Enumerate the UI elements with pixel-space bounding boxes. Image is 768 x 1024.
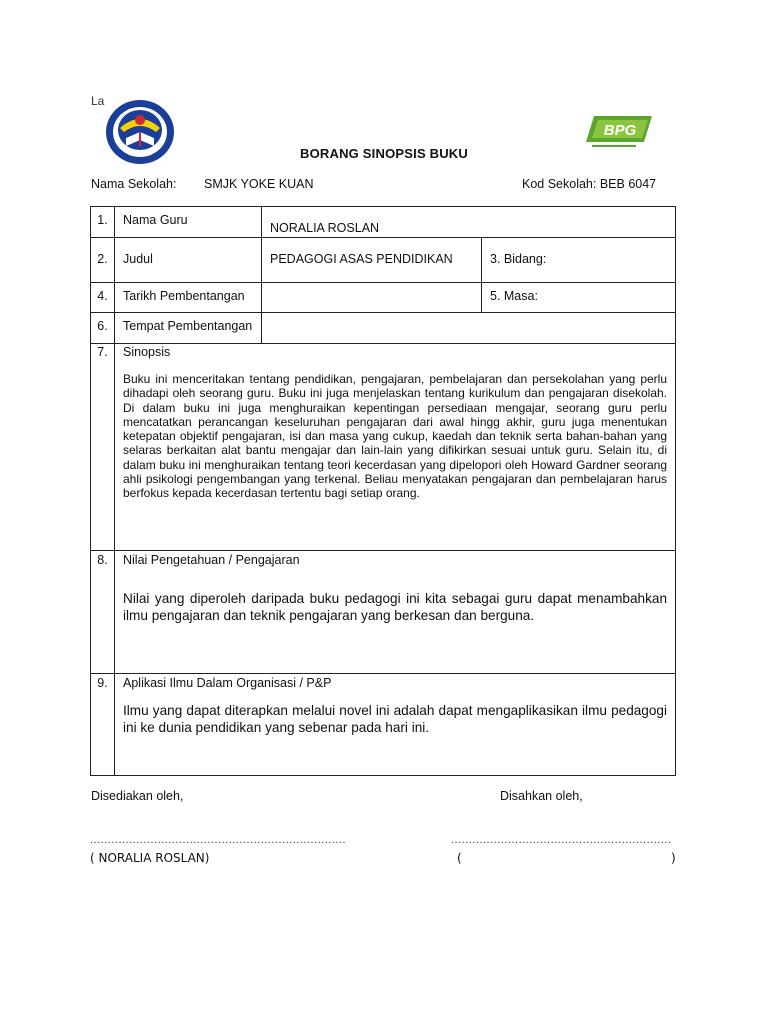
presentation-date-value xyxy=(262,283,482,313)
presentation-date-label: Tarikh Pembentangan xyxy=(115,283,262,313)
row-number: 4. xyxy=(91,283,115,313)
teacher-name-label: Nama Guru xyxy=(115,207,262,238)
form-title: BORANG SINOPSIS BUKU xyxy=(300,146,468,161)
approved-name-open: ( xyxy=(457,851,462,865)
school-code xyxy=(522,177,656,191)
school-code-label: Kod Sekolah: xyxy=(522,177,597,191)
row-number: 9. xyxy=(91,674,115,776)
row-number: 1. xyxy=(91,207,115,238)
synopsis-form-table xyxy=(90,206,676,776)
table-row xyxy=(91,283,676,313)
table-row xyxy=(91,674,676,776)
school-name-label: Nama Sekolah: xyxy=(91,177,177,191)
approved-by-label: Disahkan oleh, xyxy=(500,789,583,803)
row-number: 8. xyxy=(91,551,115,674)
prepared-by-name: ( NORALIA ROSLAN) xyxy=(90,851,210,865)
field-label: 3. Bidang: xyxy=(482,238,676,283)
synopsis-label: Sinopsis xyxy=(123,345,171,359)
book-title-value: PEDAGOGI ASAS PENDIDIKAN xyxy=(262,238,482,283)
table-row xyxy=(91,207,676,238)
school-name-value: SMJK YOKE KUAN xyxy=(204,177,314,191)
application-text: Ilmu yang dapat diterapkan melalui novel ini adalah dapat mengaplikasikan ilmu pedagogi ini ke dunia pendidikan yang sebenar pada hari ini. xyxy=(123,703,668,735)
approved-name-close: ) xyxy=(671,851,676,865)
presentation-place-value xyxy=(262,313,676,344)
table-row xyxy=(91,344,676,551)
corner-label: La xyxy=(91,94,105,108)
approved-signature-line: .............................................................. xyxy=(451,834,672,846)
time-label: 5. Masa: xyxy=(482,283,676,313)
school-code-value: BEB 6047 xyxy=(599,177,657,191)
row-number: 2. xyxy=(91,238,115,283)
table-row xyxy=(91,551,676,674)
table-row xyxy=(91,238,676,283)
row-number: 7. xyxy=(91,344,115,551)
prepared-signature-line: ........................................................................ xyxy=(90,834,347,846)
teacher-name-value: NORALIA ROSLAN xyxy=(262,207,676,238)
synopsis-text: Buku ini menceritakan tentang pendidikan, pengajaran, pembelajaran dan persekolahan yang perlu dihadapi oleh seorang guru. Buku ini juga menjelaskan tentang kurikulum dan pengajaran disekolah. Di dalam buku ini juga menghuraikan kepentingan persediaan mengajar, seorang guru perlu mencatatkan perancangan keseluruhan pengajaran dari awal hingg akhir, guru juga menentukan ketepatan objektif pengajaran, isi dan masa yang cukup, kaedah dan teknik serta bahan-bahan yang selaras berkaitan alat bantu mengajar dan lain-lain yang difikirkan sesuai untuk guru. Selain itu, di dalam buku ini menghuraikan tentang teori kecerdasan yang dipelopori oleh Howard Gardner seorang ahli psikologi pengembangan yang terkenal. Beliau menyatakan pengajaran dan pembelajaran harus berfokus kepada kecerdasan tertentu bagi setiap orang. xyxy=(123,372,668,501)
row-number: 6. xyxy=(91,313,115,344)
book-title-label: Judul xyxy=(115,238,262,283)
application-label: Aplikasi Ilmu Dalam Organisasi / P&P xyxy=(123,676,332,690)
bpg-logo-text: BPG xyxy=(603,122,637,139)
knowledge-value-label: Nilai Pengetahuan / Pengajaran xyxy=(123,553,300,567)
presentation-place-label: Tempat Pembentangan xyxy=(115,313,262,344)
table-row xyxy=(91,313,676,344)
knowledge-value-text: Nilai yang diperoleh daripada buku pedagogi ini kita sebagai guru dapat menambahkan ilmu pengajaran dan teknik pengajaran yang berkesan dan berguna. xyxy=(123,591,668,623)
prepared-by-label: Disediakan oleh, xyxy=(91,789,184,803)
